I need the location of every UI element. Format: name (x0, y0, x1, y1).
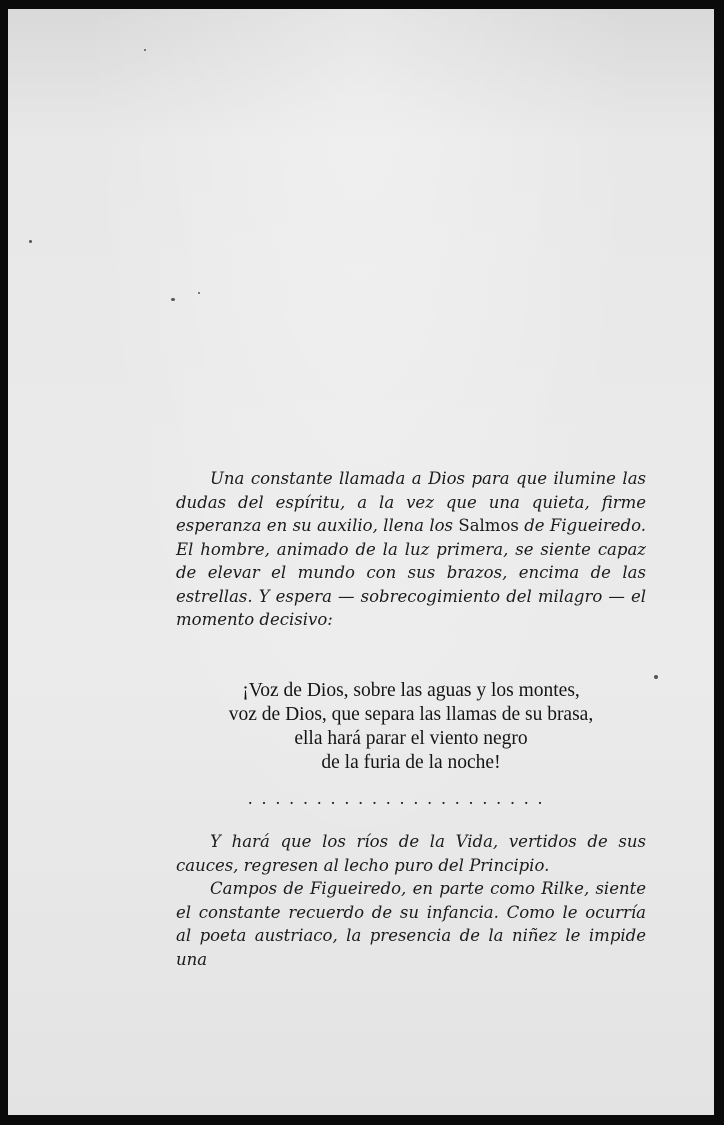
salmos-word: Salmos (458, 516, 519, 535)
verse-line-3: ella hará parar el viento negro (294, 728, 528, 749)
paragraph-rilke: Campos de Figueiredo, en parte como Rilke, siente el constante recuerdo de su infancia. Como le ocurría al poeta austriaco, la presencia de la niñez le impide una (176, 879, 646, 969)
verse-line-4: de la furia de la noche! (321, 752, 501, 773)
verse-line-1: ¡Voz de Dios, sobre las aguas y los montes, (242, 680, 580, 701)
ink-speck (144, 49, 146, 51)
verse-line-2: voz de Dios, que separa las llamas de su brasa, (228, 704, 594, 725)
ink-speck (198, 292, 200, 294)
closing-paragraphs (176, 830, 646, 971)
paragraph-text-part-2: de Figueiredo. El hombre, animado de la luz primera, se siente capaz de elevar el mundo con sus brazos, encima de las estrellas. Y espera — sobrecogimiento del milagro — el momento decisivo: (176, 516, 646, 629)
paragraph-vida: Y hará que los ríos de la Vida, vertidos de sus cauces, regresen al lecho puro del Principio. (176, 832, 646, 875)
opening-paragraph (176, 467, 646, 632)
paragraph-salmos (176, 467, 646, 632)
paragraph-text-part-1: Una constante llamada a Dios para que ilumine las dudas del espíritu, a la vez que una quieta, firme esperanza en su auxilio, llena los (176, 469, 646, 535)
ink-speck (171, 298, 175, 301)
ink-speck (654, 675, 658, 679)
book-page (8, 9, 714, 1115)
verse-block (176, 679, 646, 775)
ellipsis-divider: ...................... (248, 788, 552, 808)
ink-speck (29, 240, 32, 243)
